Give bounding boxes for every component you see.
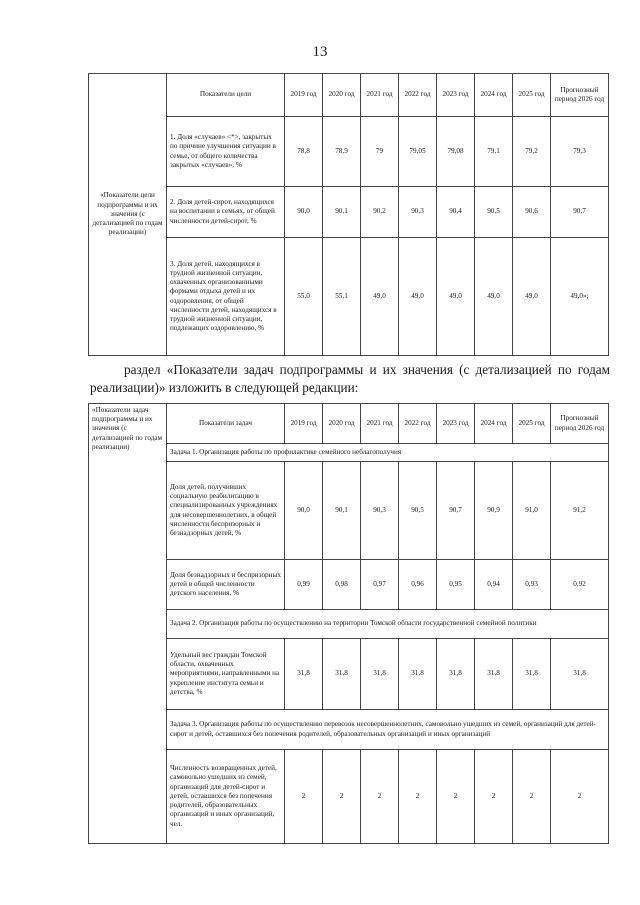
table-row [89,639,609,710]
value-cell: 90,1 [323,187,361,238]
value-cell: 49,0 [361,238,399,356]
value-cell: 49,0 [475,238,513,356]
year-header: 2021 год [361,404,399,444]
value-cell: 49,0 [399,238,437,356]
value-cell: 78,9 [323,117,361,187]
value-cell: 79,1 [475,117,513,187]
value-cell: 2 [361,750,399,844]
task-heading: Задача 3. Организация работы по осуществлению перевозок несовершеннолетних, самовольно ушедших из семей, организаций для детей-сирот и детей, оставшихся без попечения родителей, образовательных организаций и иных организаций [167,710,609,750]
table-row [89,187,609,238]
year-header: 2023 год [437,404,475,444]
value-cell: 90,0 [285,462,323,560]
year-header: 2024 год [475,74,513,117]
side-label-cell [89,74,167,356]
value-cell: 49,0 [513,238,551,356]
value-cell: 0,96 [399,560,437,610]
task-heading: Задача 1. Организация работы по профилактике семейного неблагополучия [167,444,609,462]
value-cell: 55,0 [285,238,323,356]
goal-side-label: «Показатели цели подпрограммы и их значения (с детализацией по годам реализации) [92,191,163,237]
value-cell: 2 [475,750,513,844]
task-heading: Задача 2. Организация работы по осуществлению на территории Томской области государственной семейной политики [167,610,609,639]
value-cell: 90,1 [323,462,361,560]
value-cell: 49,0»; [551,238,609,356]
value-cell: 90,2 [361,187,399,238]
value-cell: 79,2 [513,117,551,187]
value-cell: 0,93 [513,560,551,610]
value-cell: 0,92 [551,560,609,610]
value-cell: 90,5 [399,462,437,560]
value-cell: 91,2 [551,462,609,560]
page-number: 13 [312,44,328,60]
year-header: 2024 год [475,404,513,444]
value-cell: 31,8 [323,639,361,710]
value-cell: 55,1 [323,238,361,356]
value-cell: 2 [399,750,437,844]
indicator-text: 2. Доля детей-сирот, находящихся на воспитании в семьях, от общей численности детей-сирот, % [167,187,285,238]
side-label-cell [89,404,167,844]
value-cell: 0,98 [323,560,361,610]
year-header: 2020 год [323,74,361,117]
indicator-text: Доля безнадзорных и беспризорных детей в общей численности детского населения, % [167,560,285,610]
goal-indicators-table [88,73,609,356]
value-cell: 2 [285,750,323,844]
table-row [89,238,609,356]
value-cell: 2 [551,750,609,844]
table-row [89,750,609,844]
value-cell: 31,8 [475,639,513,710]
value-cell: 79,3 [551,117,609,187]
indicator-text: 3. Доля детей, находящихся в трудной жизненной ситуации, охваченных организованными формами отдыха детей и их оздоровления, от общей численности детей, находящихся в трудной жизненной ситуации, подлежащих оздоровлению, % [167,238,285,356]
table-row [89,462,609,560]
value-cell: 31,8 [513,639,551,710]
value-cell: 90,7 [551,187,609,238]
year-header: 2023 год [437,74,475,117]
value-cell: 0,95 [437,560,475,610]
year-header: 2021 год [361,74,399,117]
value-cell: 90,7 [437,462,475,560]
value-cell: 0,94 [475,560,513,610]
value-cell: 2 [437,750,475,844]
value-cell: 90,5 [475,187,513,238]
value-cell: 91,0 [513,462,551,560]
value-cell: 31,8 [399,639,437,710]
value-cell: 49,0 [437,238,475,356]
value-cell: 79 [361,117,399,187]
value-cell: 0,97 [361,560,399,610]
value-cell: 31,8 [437,639,475,710]
task-side-label: «Показатели задач подпрограммы и их значения (с детализацией по годам реализации) [92,406,163,451]
forecast-header: Прогнозный период 2026 год [551,74,609,117]
value-cell: 31,8 [551,639,609,710]
value-cell: 90,0 [285,187,323,238]
value-cell: 79,05 [399,117,437,187]
table-row [89,117,609,187]
value-cell: 90,4 [437,187,475,238]
value-cell: 90,6 [513,187,551,238]
value-cell: 2 [323,750,361,844]
year-header: 2019 год [285,404,323,444]
value-cell: 31,8 [361,639,399,710]
value-cell: 79,08 [437,117,475,187]
value-cell: 90,9 [475,462,513,560]
value-cell: 2 [513,750,551,844]
indicator-text: Удельный вес граждан Томской области, охваченных мероприятиями, направленными на укрепление института семьи и детства, % [167,639,285,710]
forecast-header: Прогнозный период 2026 год [551,404,609,444]
indicator-header: Показатели задач [167,404,285,444]
value-cell: 90,3 [361,462,399,560]
year-header: 2020 год [323,404,361,444]
amendment-paragraph: раздел «Показатели задач подпрограммы и их значения (с детализацией по годам реализации)» изложить в следующей редакции: [90,362,610,395]
value-cell: 31,8 [285,639,323,710]
indicator-text: Численность возвращенных детей, самовольно ушедших из семей, организаций для детей-сирот и детей, оставшихся без попечения родителей, образовательных организаций и иных организаций, чел. [167,750,285,844]
year-header: 2022 год [399,74,437,117]
value-cell: 0,99 [285,560,323,610]
indicator-header: Показатели цели [167,74,285,117]
indicator-text: Доля детей, получивших социальную реабилитацию в специализированных учреждениях для несовершеннолетних, в общей численности беспризорных и безнадзорных детей, % [167,462,285,560]
value-cell: 90,3 [399,187,437,238]
task-indicators-table [88,403,609,844]
year-header: 2019 год [285,74,323,117]
indicator-text: 1. Доля «случаев» <*>, закрытых по причине улучшения ситуации в семье, от общего количества закрытых «случаев», % [167,117,285,187]
table-row [89,560,609,610]
value-cell: 78,8 [285,117,323,187]
year-header: 2025 год [513,404,551,444]
year-header: 2025 год [513,74,551,117]
year-header: 2022 год [399,404,437,444]
